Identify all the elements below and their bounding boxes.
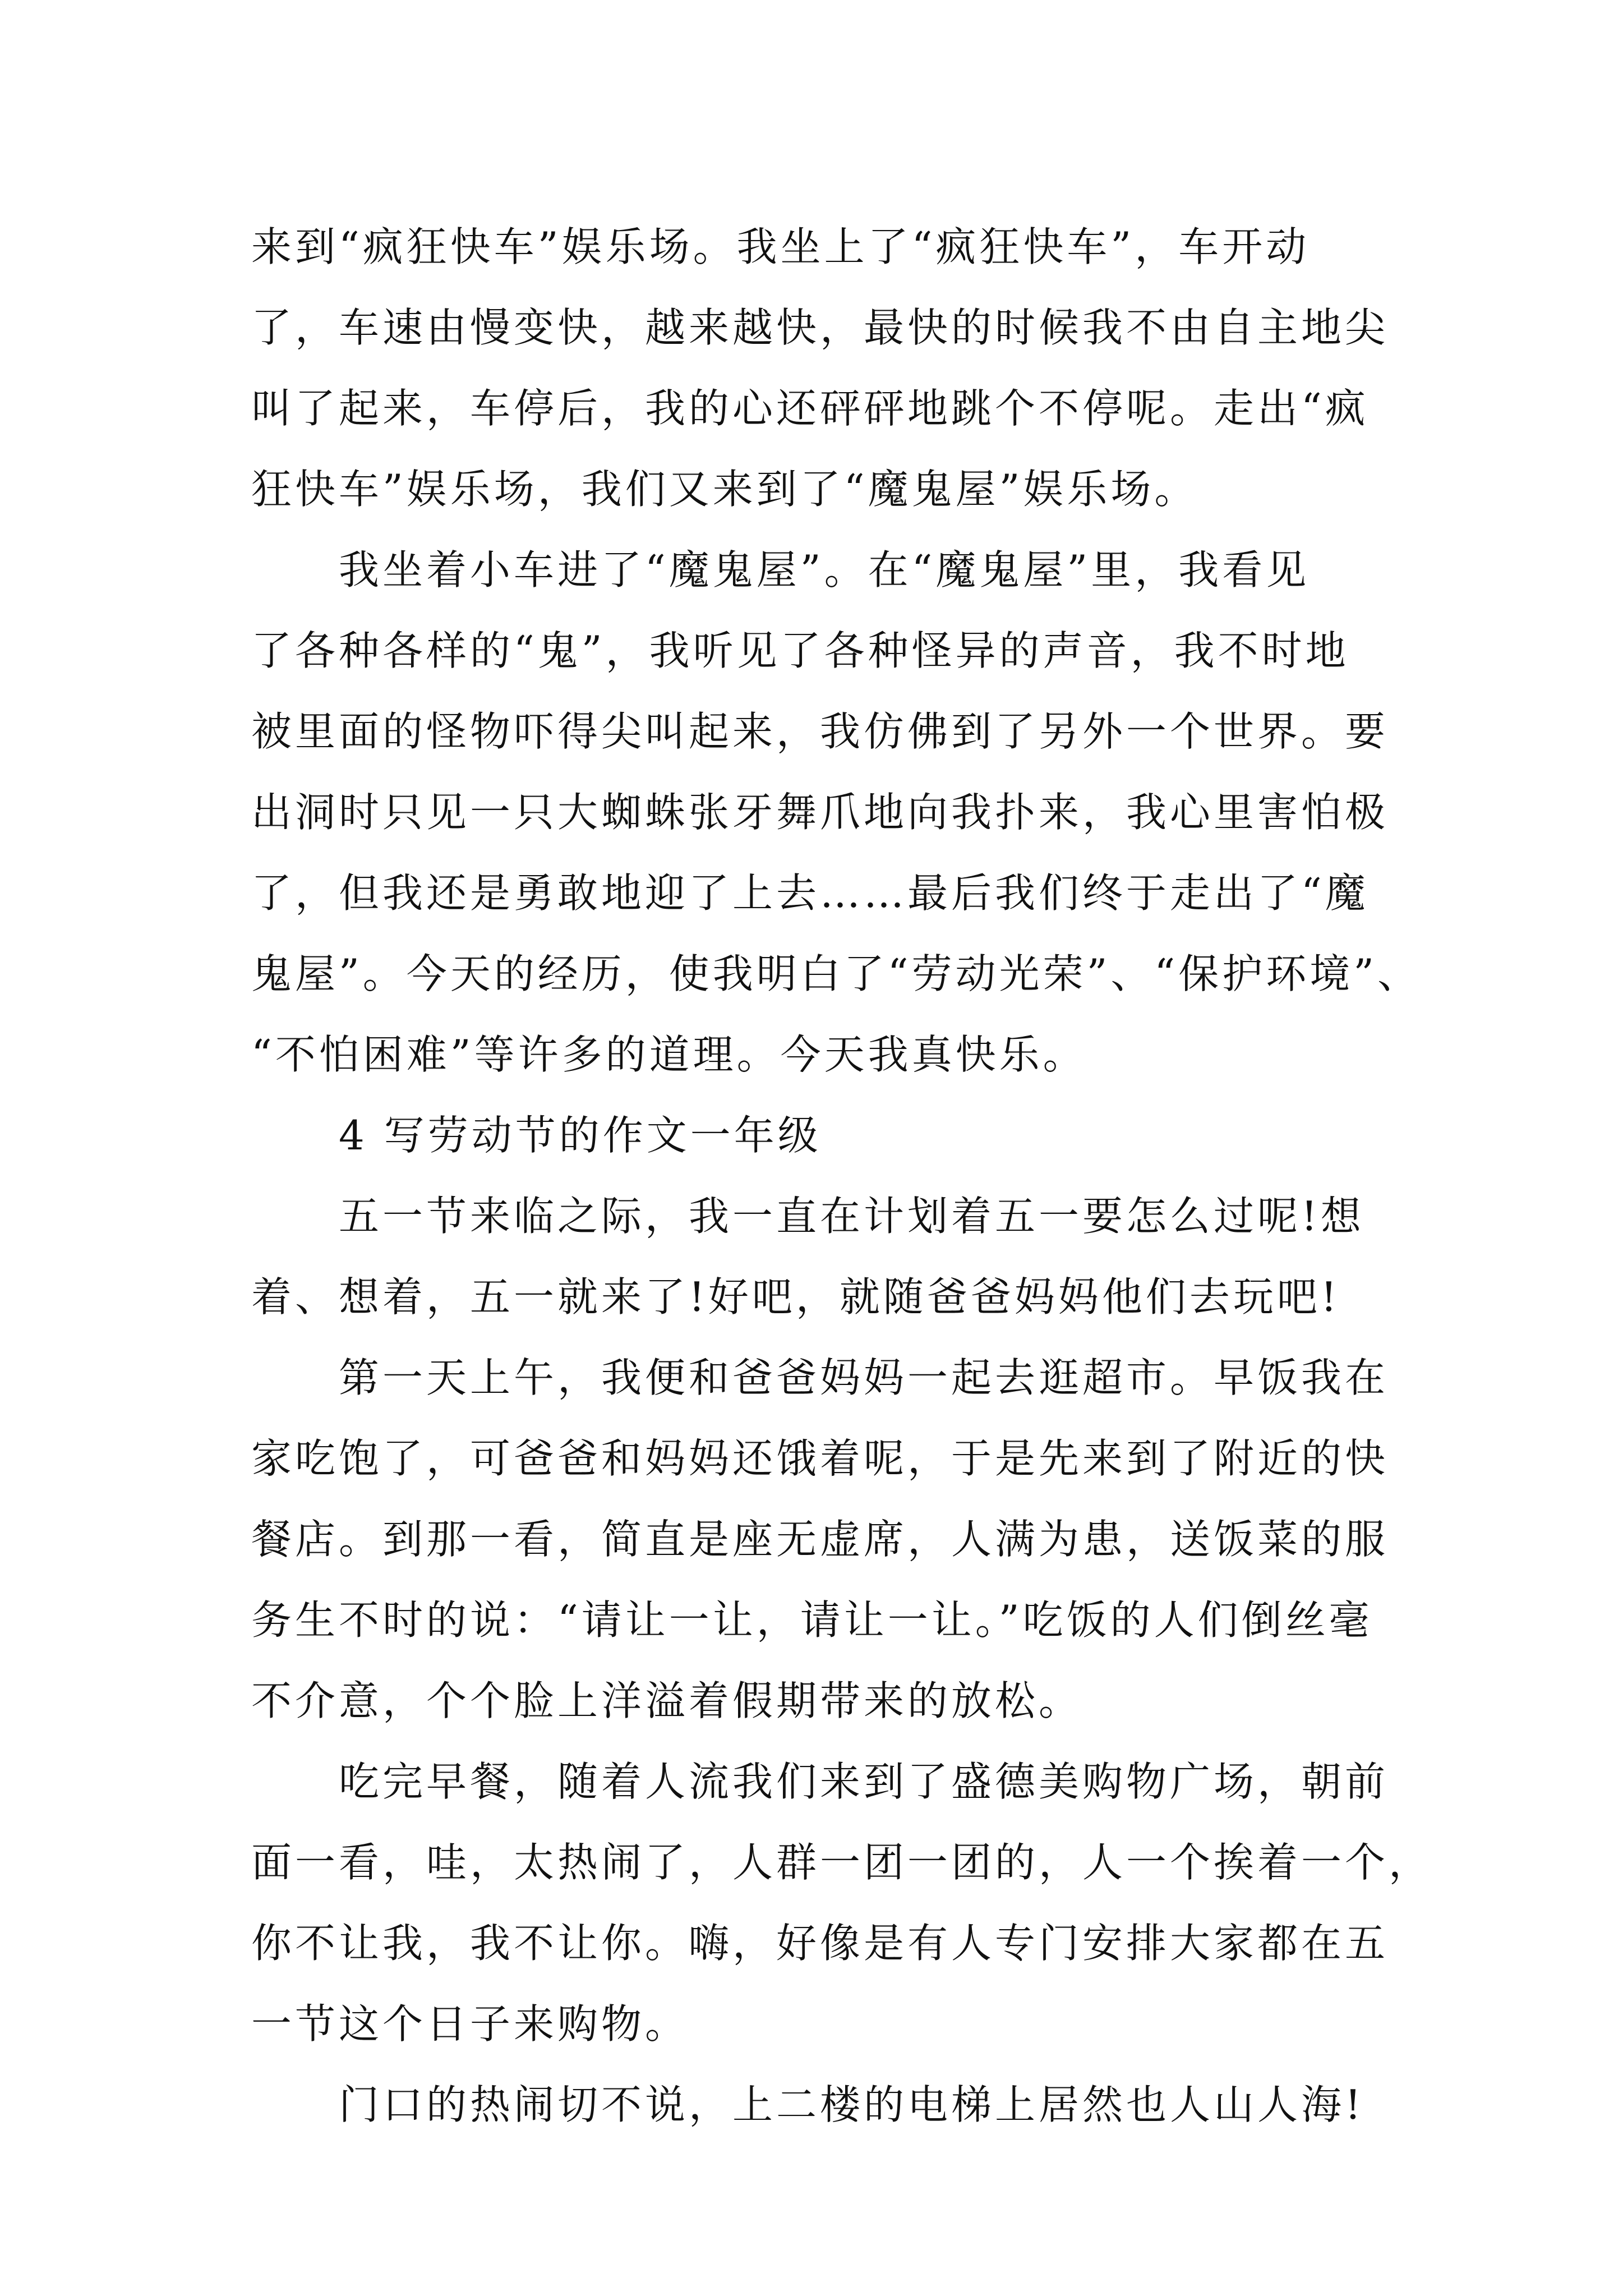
- text-line: 门口的热闹切不说，上二楼的电梯上居然也人山人海!: [339, 2081, 1364, 2128]
- text-line: 出洞时只见一只大蜘蛛张牙舞爪地向我扑来，我心里害怕极: [251, 789, 1389, 836]
- text-line: 餐店。到那一看，简直是座无虚席，人满为患，送饭菜的服: [251, 1516, 1389, 1563]
- text-line: 你不让我，我不让你。嗨，好像是有人专门安排大家都在五: [251, 1920, 1389, 1967]
- text-line: 吃完早餐，随着人流我们来到了盛德美购物广场，朝前: [339, 1758, 1389, 1805]
- text-line: 了，但我还是勇敢地迎了上去……最后我们终于走出了“魔: [251, 869, 1369, 917]
- text-line: 务生不时的说：“请让一让，请让一让。”吃饭的人们倒丝毫: [251, 1596, 1373, 1644]
- text-line: 五一节来临之际，我一直在计划着五一要怎么过呢!想: [339, 1193, 1364, 1240]
- text-line: 着、想着，五一就来了!好吧，就随爸爸妈妈他们去玩吧!: [251, 1273, 1340, 1320]
- text-line: 来到“疯狂快车”娱乐场。我坐上了“疯狂快车”，车开动: [251, 223, 1310, 270]
- text-line: 了各种各样的“鬼”，我听见了各种怪异的声音，我不时地: [251, 627, 1349, 674]
- text-line: 了，车速由慢变快，越来越快，最快的时候我不由自主地尖: [251, 304, 1389, 351]
- text-line: 被里面的怪物吓得尖叫起来，我仿佛到了另外一个世界。要: [251, 708, 1389, 755]
- text-line: 鬼屋”。今天的经历，使我明白了“劳动光荣”、“保护环境”、: [251, 950, 1422, 997]
- text-line: 家吃饱了，可爸爸和妈妈还饿着呢，于是先来到了附近的快: [251, 1435, 1389, 1482]
- text-line: 叫了起来，车停后，我的心还砰砰地跳个不停呢。走出“疯: [251, 385, 1369, 432]
- text-line: 我坐着小车进了“魔鬼屋”。在“魔鬼屋”里，我看见: [339, 546, 1310, 593]
- text-line: “不怕困难”等许多的道理。今天我真快乐。: [251, 1031, 1087, 1078]
- text-line: 不介意，个个脸上洋溢着假期带来的放松。: [251, 1677, 1083, 1724]
- text-line: 面一看，哇，太热闹了，人群一团一团的，人一个挨着一个，: [251, 1839, 1433, 1886]
- text-line: 一节这个日子来购物。: [251, 2000, 689, 2047]
- text-line: 第一天上午，我便和爸爸妈妈一起去逛超市。早饭我在: [339, 1354, 1389, 1401]
- section-heading: 4 写劳动节的作文一年级: [339, 1112, 822, 1159]
- text-line: 狂快车”娱乐场，我们又来到了“魔鬼屋”娱乐场。: [251, 466, 1198, 513]
